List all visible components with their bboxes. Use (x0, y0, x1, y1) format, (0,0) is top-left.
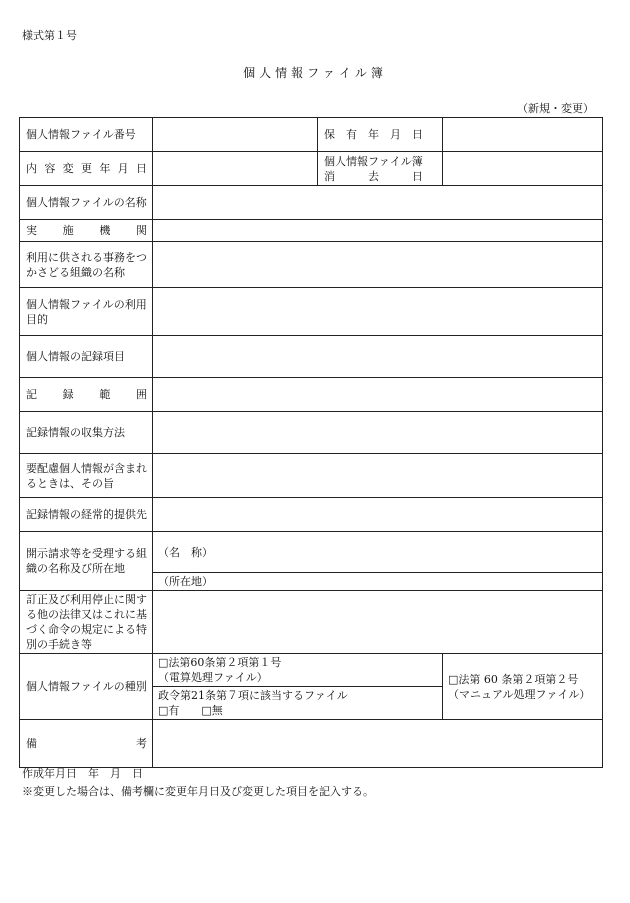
value-scope[interactable] (153, 378, 603, 412)
document-title: 個人情報ファイル簿 (243, 66, 387, 80)
label-agency-text: 実 施 機 関 (26, 224, 147, 237)
label-agency (20, 220, 153, 242)
type-a-cell[interactable] (153, 654, 443, 687)
value-file-number[interactable] (153, 118, 318, 152)
disclosure-name-label: （名 称） (158, 545, 213, 559)
row-special-procedures (20, 591, 603, 654)
row-file-name (20, 186, 603, 220)
value-remarks[interactable] (153, 720, 603, 768)
label-holding-date: 保 有 年 月 日 (318, 118, 443, 152)
row-remarks (20, 720, 603, 768)
row-agency (20, 220, 603, 242)
label-remarks (20, 720, 153, 768)
label-file-type: 個人情報ファイルの種別 (20, 654, 153, 720)
value-sensitive[interactable] (153, 454, 603, 498)
value-provision[interactable] (153, 498, 603, 532)
file-register-table (19, 117, 603, 768)
label-special-procedures: 訂正及び利用停止に関する他の法律又はこれに基づく命令の規定による特別の手続き等 (20, 591, 153, 654)
value-agency[interactable] (153, 220, 603, 242)
label-sensitive: 要配慮個人情報が含まれるときは、その旨 (20, 454, 153, 498)
label-items: 個人情報の記録項目 (20, 336, 153, 378)
label-deletion-date (318, 152, 443, 186)
label-org-name: 利用に供される事務をつかさどる組織の名称 (20, 242, 153, 288)
new-change-label: （新規・変更） (517, 102, 594, 115)
row-provision (20, 498, 603, 532)
change-note: ※変更した場合は、備考欄に変更年月日及び変更した項目を記入する。 (22, 785, 374, 798)
label-change-date-text: 内容変更年月日 (26, 162, 147, 175)
row-collection (20, 412, 603, 454)
row-file-number (20, 118, 603, 152)
value-purpose[interactable] (153, 288, 603, 336)
label-purpose: 個人情報ファイルの利用目的 (20, 288, 153, 336)
value-disclosure-address[interactable] (153, 573, 603, 591)
type-b-desc: （マニュアル処理ファイル） (448, 687, 591, 701)
row-scope (20, 378, 603, 412)
disclosure-address-label: （所在地） (158, 575, 213, 588)
type-a-desc: （電算処理ファイル） (158, 671, 268, 684)
value-org-name[interactable] (153, 242, 603, 288)
row-items (20, 336, 603, 378)
label-deletion-date-line1: 個人情報ファイル簿 (324, 154, 423, 168)
form-number: 様式第１号 (22, 29, 77, 42)
value-disclosure-name[interactable] (153, 532, 603, 573)
label-collection: 記録情報の収集方法 (20, 412, 153, 454)
row-disclosure-name (20, 532, 603, 573)
label-deletion-date-line2: 消 去 日 (324, 169, 423, 183)
row-sensitive (20, 454, 603, 498)
label-provision: 記録情報の経常的提供先 (20, 498, 153, 532)
label-file-name: 個人情報ファイルの名称 (20, 186, 153, 220)
row-org-name (20, 242, 603, 288)
label-change-date (20, 152, 153, 186)
row-file-type (20, 654, 603, 687)
row-purpose (20, 288, 603, 336)
created-date: 作成年月日 年 月 日 (22, 767, 143, 780)
ordinance-label: 政令第21条第７項に該当するファイル (158, 689, 348, 702)
label-scope (20, 378, 153, 412)
ordinance-cell[interactable] (153, 687, 443, 720)
value-collection[interactable] (153, 412, 603, 454)
value-change-date[interactable] (153, 152, 318, 186)
value-special-procedures[interactable] (153, 591, 603, 654)
label-file-number: 個人情報ファイル番号 (20, 118, 153, 152)
value-holding-date[interactable] (443, 118, 603, 152)
label-scope-text: 記 録 範 囲 (26, 388, 147, 401)
type-b-cell[interactable] (443, 654, 603, 720)
value-items[interactable] (153, 336, 603, 378)
label-disclosure-org: 開示請求等を受理する組織の名称及び所在地 (20, 532, 153, 591)
value-deletion-date[interactable] (443, 152, 603, 186)
label-remarks-text: 備 考 (26, 737, 147, 750)
ordinance-yes-no-checkboxes[interactable]: □有 □無 (158, 704, 223, 717)
value-file-name[interactable] (153, 186, 603, 220)
type-b-checkbox-label[interactable]: □法第 60 条第２項第２号 (448, 672, 579, 686)
row-change-date (20, 152, 603, 186)
type-a-checkbox-label[interactable]: □法第60条第２項第１号 (158, 656, 282, 669)
